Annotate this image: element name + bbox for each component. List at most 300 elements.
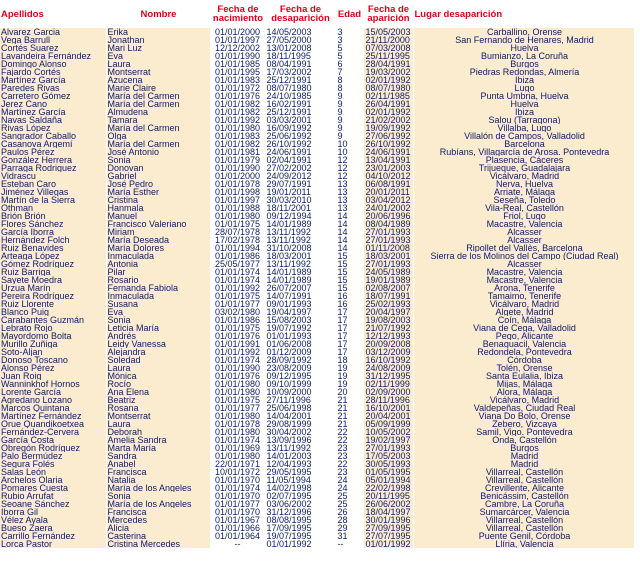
cell-fecha-aparicion[interactable]: 20/04/1997 — [363, 308, 413, 316]
cell-fecha-aparicion[interactable]: 18/03/2001 — [363, 252, 413, 260]
cell-fecha-desaparicion[interactable]: 27/05/2000 — [265, 36, 335, 44]
cell-edad[interactable]: 21 — [335, 412, 363, 420]
cell-edad[interactable]: 17 — [335, 348, 363, 356]
cell-fecha-aparicion[interactable]: 05/09/1999 — [363, 420, 413, 428]
cell-nombre[interactable]: Leticia María — [106, 324, 210, 332]
cell-apellidos[interactable]: Lorente García — [0, 388, 106, 396]
cell-fecha-nacimiento[interactable]: 01/01/1979 — [210, 156, 265, 164]
cell-apellidos[interactable]: Palo Bermúdez — [0, 452, 106, 460]
cell-lugar[interactable]: Coín, Málaga — [413, 316, 634, 324]
cell-edad[interactable]: 9 — [335, 132, 363, 140]
cell-fecha-nacimiento[interactable]: 01/01/1982 — [210, 108, 265, 116]
cell-lugar[interactable]: Arriate, Málaga — [413, 188, 634, 196]
cell-fecha-nacimiento[interactable]: 01/01/1994 — [210, 244, 265, 252]
cell-nombre[interactable]: Francisca — [106, 508, 210, 516]
cell-lugar[interactable]: Lugo — [413, 84, 634, 92]
cell-nombre[interactable]: José Antonio — [106, 148, 210, 156]
cell-lugar[interactable]: Sierra de los Molinos del Campo (Ciudad Real) — [413, 252, 634, 260]
cell-fecha-desaparicion[interactable]: 12/04/1993 — [265, 460, 335, 468]
cell-nombre[interactable]: María del Carmen — [106, 140, 210, 148]
cell-edad[interactable]: 16 — [335, 292, 363, 300]
cell-edad[interactable]: 8 — [335, 84, 363, 92]
cell-fecha-nacimiento[interactable]: 01/01/1982 — [210, 100, 265, 108]
cell-fecha-nacimiento[interactable]: 01/01/1974 — [210, 356, 265, 364]
cell-fecha-aparicion[interactable]: 02/01/1992 — [363, 76, 413, 84]
cell-edad[interactable]: 25 — [335, 492, 363, 500]
cell-nombre[interactable]: Cristina — [106, 196, 210, 204]
cell-fecha-nacimiento[interactable]: 01/01/1977 — [210, 404, 265, 412]
cell-fecha-aparicion[interactable]: 19/09/1992 — [363, 124, 413, 132]
cell-lugar[interactable]: Carballino, Orense — [413, 28, 634, 36]
cell-fecha-desaparicion[interactable]: 28/09/1992 — [265, 356, 335, 364]
cell-fecha-nacimiento[interactable]: 01/01/2000 — [210, 172, 265, 180]
cell-fecha-nacimiento[interactable]: 01/01/1975 — [210, 396, 265, 404]
cell-fecha-nacimiento[interactable]: 01/01/1970 — [210, 508, 265, 516]
cell-fecha-nacimiento[interactable]: 01/01/1983 — [210, 132, 265, 140]
cell-edad[interactable]: 10 — [335, 140, 363, 148]
cell-apellidos[interactable]: Archelos Olaria — [0, 476, 106, 484]
cell-edad[interactable]: 18 — [335, 356, 363, 364]
cell-fecha-aparicion[interactable]: 01/05/1995 — [363, 468, 413, 476]
cell-fecha-aparicion[interactable]: 10/05/2002 — [363, 428, 413, 436]
cell-apellidos[interactable]: Martínez García — [0, 76, 106, 84]
cell-edad[interactable]: 9 — [335, 92, 363, 100]
cell-fecha-aparicion[interactable]: 30/05/1993 — [363, 460, 413, 468]
header-edad[interactable]: Edad — [335, 0, 363, 28]
cell-nombre[interactable]: Sandra — [106, 452, 210, 460]
cell-fecha-nacimiento[interactable]: 01/01/1988 — [210, 204, 265, 212]
cell-apellidos[interactable]: Carabantes Guzmán — [0, 316, 106, 324]
cell-edad[interactable]: 14 — [335, 212, 363, 220]
cell-fecha-nacimiento[interactable]: 01/01/2000 — [210, 28, 265, 36]
cell-fecha-nacimiento[interactable]: 01/01/1966 — [210, 524, 265, 532]
cell-lugar[interactable]: Tamaimo, Tenerife — [413, 292, 634, 300]
cell-fecha-nacimiento[interactable]: 01/01/1983 — [210, 76, 265, 84]
cell-edad[interactable]: -- — [335, 540, 363, 548]
cell-fecha-desaparicion[interactable]: 08/08/1995 — [265, 516, 335, 524]
cell-edad[interactable]: 9 — [335, 124, 363, 132]
cell-fecha-nacimiento[interactable]: 01/01/1969 — [210, 444, 265, 452]
cell-fecha-nacimiento[interactable]: 01/01/1978 — [210, 420, 265, 428]
cell-apellidos[interactable]: García Iborra — [0, 228, 106, 236]
cell-lugar[interactable]: Viana Do Bolo, Orense — [413, 412, 634, 420]
cell-nombre[interactable]: Susana — [106, 300, 210, 308]
cell-edad[interactable]: 25 — [335, 500, 363, 508]
cell-apellidos[interactable]: Navas Saldaña — [0, 116, 106, 124]
cell-nombre[interactable]: Antonia — [106, 260, 210, 268]
cell-fecha-nacimiento[interactable]: 01/01/1974 — [210, 484, 265, 492]
cell-fecha-desaparicion[interactable]: 09/12/1994 — [265, 212, 335, 220]
cell-apellidos[interactable]: Agredano Lozano — [0, 396, 106, 404]
cell-fecha-nacimiento[interactable]: 01/01/1978 — [210, 180, 265, 188]
cell-lugar[interactable]: Huelva — [413, 44, 634, 52]
cell-lugar[interactable]: Rubíans, Villagarcía de Arosa. Pontevedra — [413, 148, 634, 156]
cell-apellidos[interactable]: Flores Sánchez — [0, 220, 106, 228]
cell-apellidos[interactable]: Salas León — [0, 468, 106, 476]
cell-apellidos[interactable]: Casanova Argemí — [0, 140, 106, 148]
cell-nombre[interactable]: María Esther — [106, 188, 210, 196]
cell-apellidos[interactable]: Pomares Cuesta — [0, 484, 106, 492]
cell-apellidos[interactable]: Wanninkhof Hornos — [0, 380, 106, 388]
cell-lugar[interactable]: Villarreal, Castellón — [413, 476, 634, 484]
cell-nombre[interactable]: María de los Angeles — [106, 484, 210, 492]
cell-nombre[interactable]: Laura — [106, 60, 210, 68]
cell-fecha-nacimiento[interactable]: 01/01/1990 — [210, 164, 265, 172]
cell-fecha-desaparicion[interactable]: 15/08/2003 — [265, 316, 335, 324]
cell-nombre[interactable]: María de los Angeles — [106, 500, 210, 508]
cell-fecha-nacimiento[interactable]: 01/01/1974 — [210, 436, 265, 444]
cell-fecha-aparicion[interactable]: 24/01/2002 — [363, 204, 413, 212]
cell-fecha-desaparicion[interactable]: 14/04/2001 — [265, 412, 335, 420]
cell-fecha-desaparicion[interactable]: 10/09/2000 — [265, 388, 335, 396]
cell-fecha-desaparicion[interactable]: 14/07/1991 — [265, 292, 335, 300]
cell-nombre[interactable]: Inmaculada — [106, 292, 210, 300]
cell-nombre[interactable]: Inmaculada — [106, 252, 210, 260]
cell-lugar[interactable]: Seseña, Toledo — [413, 196, 634, 204]
cell-fecha-nacimiento[interactable]: 01/01/1964 — [210, 532, 265, 540]
cell-nombre[interactable]: Rocío — [106, 380, 210, 388]
cell-nombre[interactable]: Fernanda Fabiola — [106, 284, 210, 292]
cell-apellidos[interactable]: Obregón Rodríguez — [0, 444, 106, 452]
cell-nombre[interactable]: Sonia — [106, 316, 210, 324]
cell-apellidos[interactable]: Rivas López — [0, 124, 106, 132]
cell-edad[interactable]: 17 — [335, 332, 363, 340]
cell-fecha-nacimiento[interactable]: 01/01/1992 — [210, 116, 265, 124]
cell-fecha-aparicion[interactable]: 21/11/2000 — [363, 36, 413, 44]
cell-edad[interactable]: 22 — [335, 436, 363, 444]
cell-fecha-desaparicion[interactable]: 13/11/1992 — [265, 236, 335, 244]
cell-edad[interactable]: 15 — [335, 284, 363, 292]
cell-apellidos[interactable]: Ruiz Benavides — [0, 244, 106, 252]
cell-fecha-desaparicion[interactable]: 14/01/2003 — [265, 452, 335, 460]
cell-nombre[interactable]: Mari Luz — [106, 44, 210, 52]
cell-lugar[interactable]: Pego, Alicante — [413, 332, 634, 340]
cell-lugar[interactable]: Alcasser — [413, 236, 634, 244]
cell-fecha-desaparicion[interactable]: 14/01/1989 — [265, 268, 335, 276]
cell-nombre[interactable]: Alicia — [106, 524, 210, 532]
cell-fecha-nacimiento[interactable]: 01/01/1970 — [210, 476, 265, 484]
cell-apellidos[interactable]: Cortés Suarez — [0, 44, 106, 52]
cell-fecha-desaparicion[interactable]: 13/01/2008 — [265, 44, 335, 52]
cell-apellidos[interactable]: Ruiz Llorente — [0, 300, 106, 308]
cell-fecha-aparicion[interactable]: 20/04/2001 — [363, 412, 413, 420]
cell-fecha-nacimiento[interactable]: 01/01/1976 — [210, 332, 265, 340]
cell-edad[interactable]: 14 — [335, 220, 363, 228]
cell-fecha-desaparicion[interactable]: 08/04/1991 — [265, 60, 335, 68]
cell-lugar[interactable]: Villarreal, Castellón — [413, 468, 634, 476]
cell-apellidos[interactable]: Martínez García — [0, 108, 106, 116]
cell-fecha-nacimiento[interactable]: 01/01/1990 — [210, 52, 265, 60]
cell-edad[interactable]: 5 — [335, 44, 363, 52]
cell-fecha-aparicion[interactable]: 27/01/1993 — [363, 236, 413, 244]
cell-fecha-desaparicion[interactable]: 02/04/1991 — [265, 156, 335, 164]
cell-nombre[interactable]: Eva — [106, 52, 210, 60]
cell-lugar[interactable]: Puente Genil, Córdoba — [413, 532, 634, 540]
cell-fecha-aparicion[interactable]: 20/01/2011 — [363, 188, 413, 196]
cell-fecha-desaparicion[interactable]: 23/08/2009 — [265, 364, 335, 372]
cell-nombre[interactable]: Cristina Mercedes — [106, 540, 210, 548]
cell-nombre[interactable]: María del Carmen — [106, 92, 210, 100]
cell-edad[interactable]: 12 — [335, 164, 363, 172]
cell-fecha-desaparicion[interactable]: 27/11/1996 — [265, 396, 335, 404]
cell-fecha-aparicion[interactable]: 23/01/2003 — [363, 164, 413, 172]
cell-fecha-nacimiento[interactable]: 01/01/1974 — [210, 268, 265, 276]
cell-edad[interactable]: 23 — [335, 444, 363, 452]
cell-lugar[interactable]: Zebero, Vizcaya — [413, 420, 634, 428]
cell-apellidos[interactable]: Alvarez Garcia — [0, 28, 106, 36]
cell-fecha-nacimiento[interactable]: 01/01/1998 — [210, 188, 265, 196]
cell-apellidos[interactable]: Carrillo Fernández — [0, 532, 106, 540]
cell-fecha-aparicion[interactable]: 24/05/1989 — [363, 268, 413, 276]
cell-fecha-desaparicion[interactable]: 02/07/1995 — [265, 492, 335, 500]
cell-edad[interactable]: 17 — [335, 316, 363, 324]
cell-edad[interactable]: 17 — [335, 324, 363, 332]
cell-nombre[interactable]: Mercedes — [106, 516, 210, 524]
cell-apellidos[interactable]: Rubio Arrufat — [0, 492, 106, 500]
cell-fecha-desaparicion[interactable]: 09/10/1999 — [265, 380, 335, 388]
cell-fecha-aparicion[interactable]: 27/09/1995 — [363, 524, 413, 532]
cell-lugar[interactable]: Valdepeñas, Ciudad Real — [413, 404, 634, 412]
cell-nombre[interactable]: Laura — [106, 364, 210, 372]
cell-lugar[interactable]: Burgos — [413, 444, 634, 452]
cell-edad[interactable]: 17 — [335, 340, 363, 348]
cell-fecha-desaparicion[interactable]: 09/01/1993 — [265, 300, 335, 308]
cell-fecha-aparicion[interactable]: 19/08/2003 — [363, 316, 413, 324]
cell-apellidos[interactable]: Iborra Gil — [0, 508, 106, 516]
cell-fecha-desaparicion[interactable]: 13/11/1992 — [265, 228, 335, 236]
cell-fecha-nacimiento[interactable]: 01/01/1991 — [210, 340, 265, 348]
cell-nombre[interactable]: Montserrat — [106, 68, 210, 76]
cell-nombre[interactable]: Mónica — [106, 372, 210, 380]
cell-lugar[interactable]: Arona, Tenerife — [413, 284, 634, 292]
cell-nombre[interactable]: Azucena — [106, 76, 210, 84]
cell-fecha-nacimiento[interactable]: 01/01/1997 — [210, 196, 265, 204]
cell-apellidos[interactable]: Vidrascu — [0, 172, 106, 180]
cell-fecha-desaparicion[interactable]: 31/10/2008 — [265, 244, 335, 252]
cell-nombre[interactable]: Rosario — [106, 276, 210, 284]
cell-fecha-desaparicion[interactable]: 13/11/1992 — [265, 260, 335, 268]
cell-edad[interactable]: 21 — [335, 420, 363, 428]
cell-apellidos[interactable]: Paredes Rivas — [0, 84, 106, 92]
cell-lugar[interactable]: Sumarcárcer, Valencia — [413, 508, 634, 516]
cell-lugar[interactable]: Viana de Cega, Valladolid — [413, 324, 634, 332]
cell-nombre[interactable]: María del Carmen — [106, 124, 210, 132]
cell-fecha-nacimiento[interactable]: 01/01/1992 — [210, 348, 265, 356]
cell-fecha-nacimiento[interactable]: 10/01/1972 — [210, 468, 265, 476]
cell-fecha-aparicion[interactable]: 27/01/1993 — [363, 260, 413, 268]
cell-edad[interactable]: 20 — [335, 388, 363, 396]
cell-fecha-desaparicion[interactable]: 18/03/2001 — [265, 252, 335, 260]
cell-apellidos[interactable]: Fajardo Cortés — [0, 68, 106, 76]
cell-edad[interactable]: 5 — [335, 52, 363, 60]
cell-fecha-nacimiento[interactable]: 01/01/1997 — [210, 36, 265, 44]
cell-apellidos[interactable]: Urzua Marín — [0, 284, 106, 292]
cell-fecha-nacimiento[interactable]: 01/01/1976 — [210, 372, 265, 380]
cell-edad[interactable]: 24 — [335, 476, 363, 484]
cell-nombre[interactable]: Montserrat — [106, 412, 210, 420]
cell-fecha-aparicion[interactable]: 15/05/2003 — [363, 28, 413, 36]
cell-edad[interactable]: 12 — [335, 156, 363, 164]
cell-apellidos[interactable]: Othman — [0, 204, 106, 212]
cell-nombre[interactable]: Deborah — [106, 428, 210, 436]
cell-fecha-nacimiento[interactable]: 01/01/1972 — [210, 84, 265, 92]
cell-nombre[interactable]: Miriam — [106, 228, 210, 236]
cell-edad[interactable]: 21 — [335, 404, 363, 412]
cell-fecha-desaparicion[interactable]: 26/10/1992 — [265, 140, 335, 148]
cell-nombre[interactable]: Casterina — [106, 532, 210, 540]
cell-nombre[interactable]: Olga — [106, 132, 210, 140]
cell-apellidos[interactable]: Bueso Zaera — [0, 524, 106, 532]
cell-fecha-nacimiento[interactable]: 01/01/1980 — [210, 380, 265, 388]
cell-lugar[interactable]: Piedras Redondas, Almería — [413, 68, 634, 76]
cell-apellidos[interactable]: Domingo Alonso — [0, 60, 106, 68]
cell-nombre[interactable]: Sonia — [106, 492, 210, 500]
cell-edad[interactable]: 6 — [335, 60, 363, 68]
cell-apellidos[interactable]: Marcos Quintana — [0, 404, 106, 412]
cell-edad[interactable]: 24 — [335, 484, 363, 492]
cell-fecha-nacimiento[interactable]: 12/12/2002 — [210, 44, 265, 52]
cell-fecha-desaparicion[interactable]: 25/12/1991 — [265, 76, 335, 84]
cell-nombre[interactable]: Hanmala — [106, 204, 210, 212]
cell-apellidos[interactable]: Seoane Sánchez — [0, 500, 106, 508]
cell-fecha-aparicion[interactable]: 30/01/1996 — [363, 516, 413, 524]
cell-fecha-nacimiento[interactable]: 01/01/1977 — [210, 500, 265, 508]
cell-lugar[interactable]: Vicálvaro, Madrid — [413, 300, 634, 308]
cell-lugar[interactable]: Alcasser — [413, 228, 634, 236]
cell-fecha-nacimiento[interactable]: 01/01/1980 — [210, 124, 265, 132]
cell-apellidos[interactable]: Donoso Toscano — [0, 356, 106, 364]
cell-nombre[interactable]: Almudena — [106, 108, 210, 116]
cell-edad[interactable]: 19 — [335, 380, 363, 388]
cell-fecha-desaparicion[interactable]: 24/06/1991 — [265, 148, 335, 156]
cell-edad[interactable]: 22 — [335, 428, 363, 436]
cell-apellidos[interactable]: Juan Roig — [0, 372, 106, 380]
cell-nombre[interactable]: Manuel — [106, 212, 210, 220]
header-apellidos[interactable]: Apellidos — [0, 0, 106, 28]
cell-nombre[interactable]: Marta María — [106, 444, 210, 452]
cell-fecha-nacimiento[interactable]: 01/01/1980 — [210, 452, 265, 460]
cell-apellidos[interactable]: Lebrato Rojo — [0, 324, 106, 332]
cell-lugar[interactable]: Villarreal, Castellón — [413, 524, 634, 532]
cell-nombre[interactable]: Laura — [106, 420, 210, 428]
cell-fecha-nacimiento[interactable]: 01/01/1977 — [210, 300, 265, 308]
cell-lugar[interactable]: Villalba, Lugo — [413, 124, 634, 132]
cell-lugar[interactable]: Alcasser — [413, 260, 634, 268]
cell-fecha-aparicion[interactable]: 02/11/1999 — [363, 380, 413, 388]
cell-nombre[interactable]: Anabel — [106, 460, 210, 468]
cell-fecha-nacimiento[interactable]: 01/01/1980 — [210, 412, 265, 420]
cell-edad[interactable]: 10 — [335, 148, 363, 156]
cell-apellidos[interactable]: Esteban Caro — [0, 180, 106, 188]
cell-fecha-aparicion[interactable]: 27/06/1992 — [363, 132, 413, 140]
cell-fecha-desaparicion[interactable]: 03/03/2001 — [265, 116, 335, 124]
cell-fecha-aparicion[interactable]: 05/01/1994 — [363, 476, 413, 484]
cell-edad[interactable]: 9 — [335, 108, 363, 116]
cell-apellidos[interactable]: Hernández Folch — [0, 236, 106, 244]
cell-fecha-nacimiento[interactable]: 01/01/1967 — [210, 516, 265, 524]
cell-lugar[interactable]: Tolén, Orense — [413, 364, 634, 372]
cell-fecha-aparicion[interactable]: 31/12/1995 — [363, 372, 413, 380]
cell-fecha-nacimiento[interactable]: 01/01/1980 — [210, 388, 265, 396]
cell-apellidos[interactable]: Alonso Pérez — [0, 364, 106, 372]
cell-fecha-aparicion[interactable]: 06/08/1991 — [363, 180, 413, 188]
cell-fecha-desaparicion[interactable]: 31/12/1996 — [265, 508, 335, 516]
cell-nombre[interactable]: Rosana — [106, 404, 210, 412]
cell-fecha-aparicion[interactable]: 26/06/2002 — [363, 500, 413, 508]
cell-edad[interactable]: 8 — [335, 76, 363, 84]
cell-nombre[interactable]: Jonathan — [106, 36, 210, 44]
cell-apellidos[interactable]: Carretero Gómez — [0, 92, 106, 100]
cell-fecha-aparicion[interactable]: 02/09/2000 — [363, 388, 413, 396]
cell-fecha-aparicion[interactable]: 13/04/1991 — [363, 156, 413, 164]
cell-fecha-desaparicion[interactable]: 25/06/1998 — [265, 404, 335, 412]
cell-lugar[interactable]: Macastre, Valencia — [413, 276, 634, 284]
cell-fecha-aparicion[interactable]: 25/11/1995 — [363, 52, 413, 60]
cell-lugar[interactable]: Burgos — [413, 60, 634, 68]
cell-fecha-aparicion[interactable]: 21/07/1992 — [363, 324, 413, 332]
cell-lugar[interactable]: Redondela, Pontevedra — [413, 348, 634, 356]
cell-fecha-nacimiento[interactable]: 01/01/1970 — [210, 492, 265, 500]
cell-fecha-nacimiento[interactable]: 28/07/1978 — [210, 228, 265, 236]
cell-lugar[interactable]: Santa Eulalia, Ibiza — [413, 372, 634, 380]
cell-fecha-aparicion[interactable]: 02/08/2007 — [363, 284, 413, 292]
cell-apellidos[interactable]: Sangrador Caballo — [0, 132, 106, 140]
cell-fecha-desaparicion[interactable]: 18/11/2001 — [265, 204, 335, 212]
cell-edad[interactable]: 15 — [335, 268, 363, 276]
cell-lugar[interactable]: Villarreal, Castellón — [413, 516, 634, 524]
cell-nombre[interactable]: Tamara — [106, 116, 210, 124]
cell-fecha-aparicion[interactable]: 27/01/1993 — [363, 228, 413, 236]
cell-fecha-nacimiento[interactable]: 01/01/1975 — [210, 292, 265, 300]
cell-fecha-desaparicion[interactable]: 30/04/2002 — [265, 428, 335, 436]
cell-edad[interactable]: 29 — [335, 524, 363, 532]
cell-edad[interactable]: 3 — [335, 36, 363, 44]
cell-lugar[interactable]: Mijas, Málaga — [413, 380, 634, 388]
cell-lugar[interactable]: Vicálvaro, Madrid — [413, 172, 634, 180]
cell-fecha-nacimiento[interactable]: 01/01/1986 — [210, 252, 265, 260]
cell-fecha-desaparicion[interactable]: 27/02/2002 — [265, 164, 335, 172]
cell-fecha-desaparicion[interactable]: 03/06/2002 — [265, 500, 335, 508]
cell-fecha-aparicion[interactable]: 27/07/1995 — [363, 532, 413, 540]
cell-apellidos[interactable]: Sayete Moedra — [0, 276, 106, 284]
cell-fecha-aparicion[interactable]: 01/11/2008 — [363, 244, 413, 252]
cell-nombre[interactable]: Marie Claire — [106, 84, 210, 92]
cell-lugar[interactable]: Samil, Vigo. Pontevedra — [413, 428, 634, 436]
cell-fecha-nacimiento[interactable]: 01/01/1990 — [210, 364, 265, 372]
cell-lugar[interactable]: Macastre, Valencia — [413, 268, 634, 276]
cell-lugar[interactable]: Ibiza — [413, 108, 634, 116]
cell-fecha-desaparicion[interactable]: 18/11/1995 — [265, 52, 335, 60]
cell-apellidos[interactable]: González Herrera — [0, 156, 106, 164]
cell-apellidos[interactable]: Vega Barrull — [0, 36, 106, 44]
cell-edad[interactable]: 13 — [335, 196, 363, 204]
cell-fecha-desaparicion[interactable]: 13/09/1996 — [265, 436, 335, 444]
cell-fecha-nacimiento[interactable]: 01/01/1982 — [210, 140, 265, 148]
cell-lugar[interactable]: Plasencia, Cáceres — [413, 156, 634, 164]
cell-fecha-nacimiento[interactable]: 01/01/1995 — [210, 68, 265, 76]
cell-nombre[interactable]: Amelia Sandra — [106, 436, 210, 444]
cell-apellidos[interactable]: Gómez Rodríguez — [0, 260, 106, 268]
cell-fecha-aparicion[interactable]: 18/04/1997 — [363, 508, 413, 516]
cell-edad[interactable]: 14 — [335, 244, 363, 252]
cell-fecha-aparicion[interactable]: 21/02/2002 — [363, 116, 413, 124]
cell-fecha-desaparicion[interactable]: 13/11/1992 — [265, 444, 335, 452]
cell-fecha-desaparicion[interactable]: 25/12/1991 — [265, 108, 335, 116]
cell-nombre[interactable]: Francisca — [106, 468, 210, 476]
cell-fecha-aparicion[interactable]: 19/02/1997 — [363, 436, 413, 444]
cell-edad[interactable]: 31 — [335, 532, 363, 540]
cell-apellidos[interactable]: Orue Quandikoetxea — [0, 420, 106, 428]
